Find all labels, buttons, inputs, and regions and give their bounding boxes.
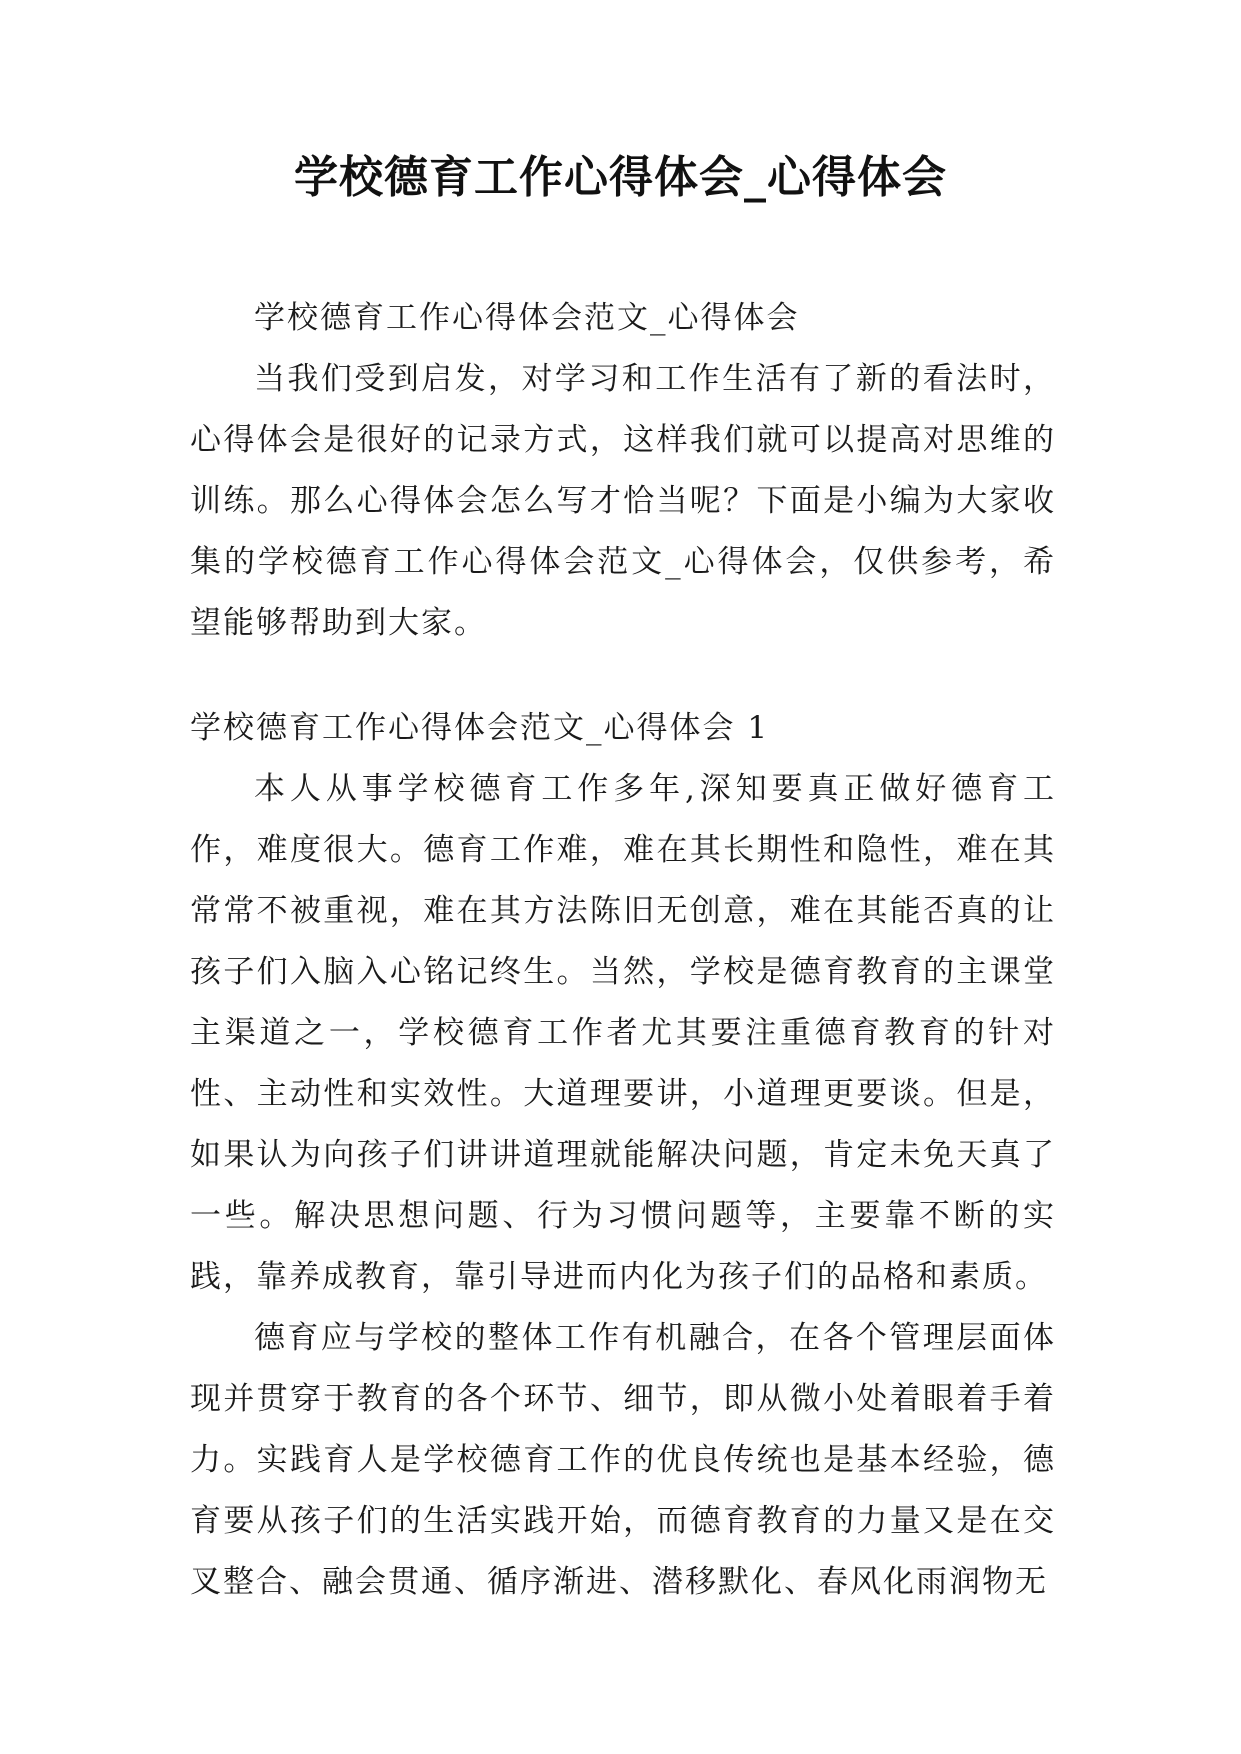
- intro-paragraph: 当我们受到启发，对学习和工作生活有了新的看法时，心得体会是很好的记录方式，这样我们就可以提高对思维的训练。那么心得体会怎么写才恰当呢？下面是小编为大家收集的学校德育工作心得体会范文_心得体会，仅供参考，希望能够帮助到大家。: [190, 361, 1056, 641]
- document-subtitle: 学校德育工作心得体会范文_心得体会: [254, 300, 800, 336]
- document-body: [190, 288, 1056, 1613]
- section-spacer: [190, 654, 1056, 698]
- document-title: 学校德育工作心得体会_心得体会: [294, 152, 947, 203]
- section-heading: 学校德育工作心得体会范文_心得体会 1: [190, 710, 770, 746]
- body-paragraph: 德育应与学校的整体工作有机融合，在各个管理层面体现并贯穿于教育的各个环节、细节，即从微小处着眼着手着力。实践育人是学校德育工作的优良传统也是基本经验，德育要从孩子们的生活实践开始，而德育教育的力量又是在交叉整合、融会贯通、循序渐进、潜移默化、春风化雨润物无: [190, 1320, 1056, 1600]
- body-paragraph: 本人从事学校德育工作多年,深知要真正做好德育工作，难度很大。德育工作难，难在其长期性和隐性，难在其常常不被重视，难在其方法陈旧无创意，难在其能否真的让孩子们入脑入心铭记终生。当然，学校是德育教育的主课堂主渠道之一，学校德育工作者尤其要注重德育教育的针对性、主动性和实效性。大道理要讲，小道理更要谈。但是，如果认为向孩子们讲讲道理就能解决问题，肯定未免天真了一些。解决思想问题、行为习惯问题等，主要靠不断的实践，靠养成教育，靠引导进而内化为孩子们的品格和素质。: [190, 771, 1056, 1295]
